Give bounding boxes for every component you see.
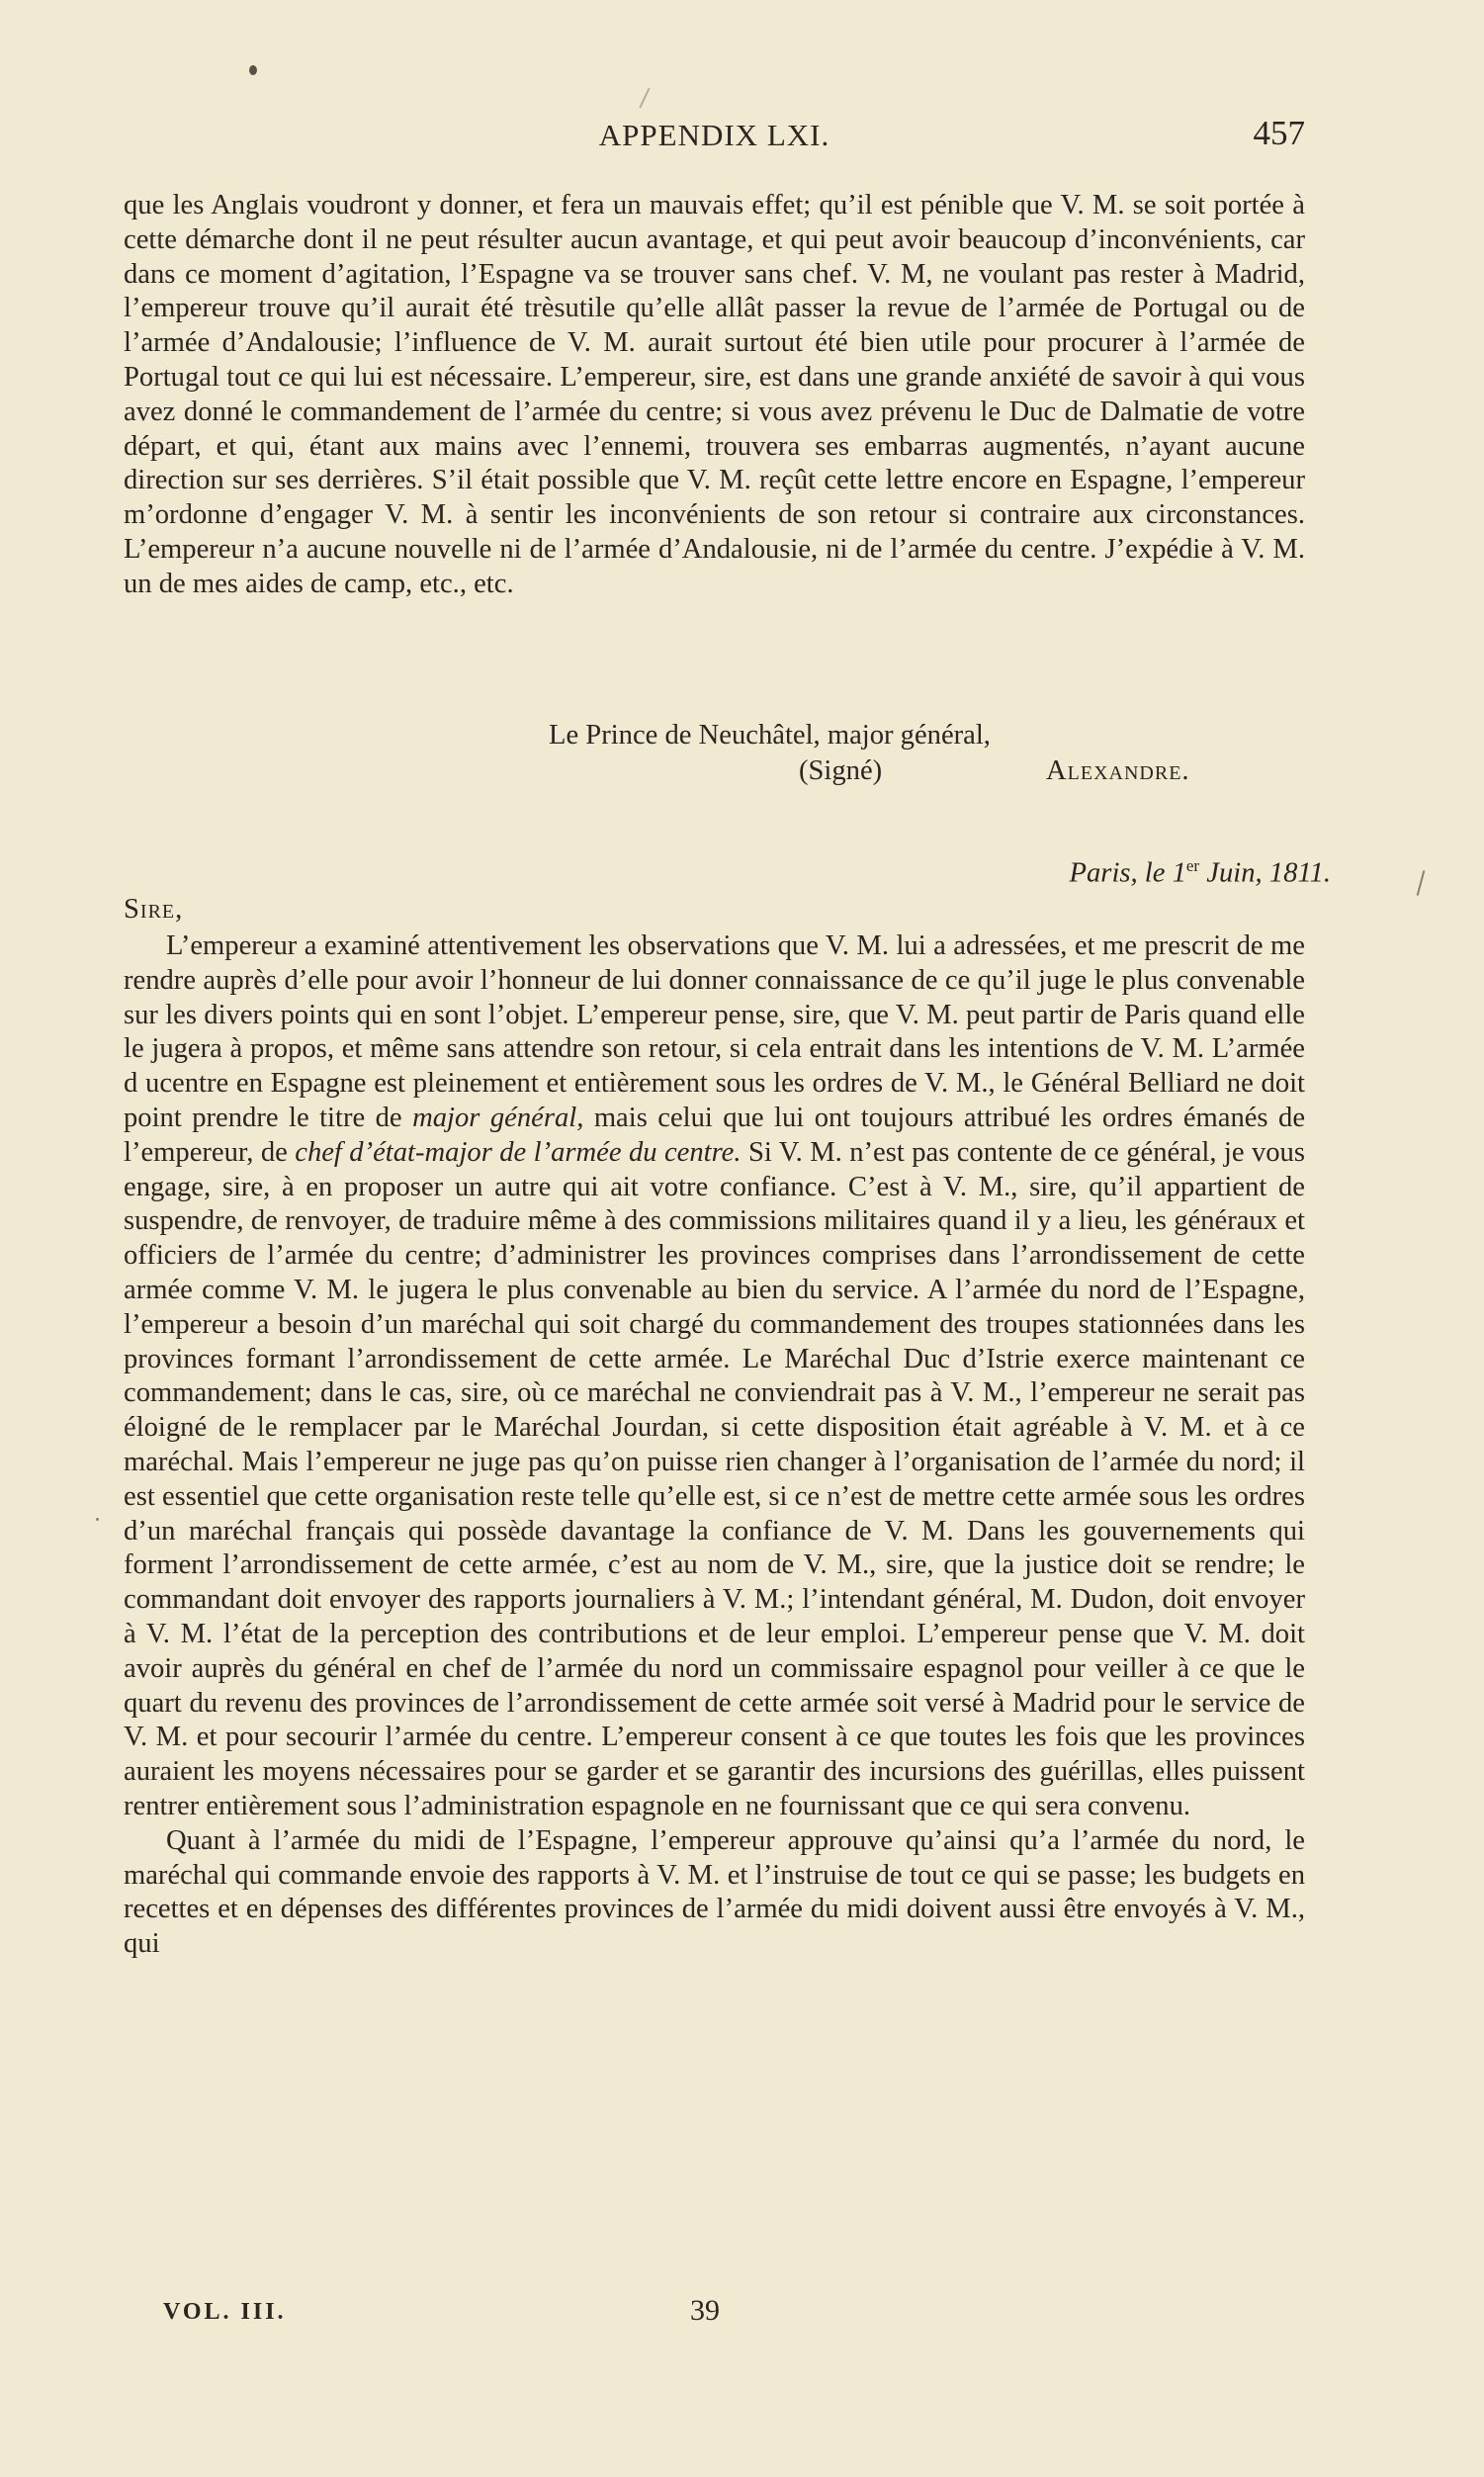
signature-mark: 39 xyxy=(690,2294,720,2327)
pencil-tick-margin xyxy=(1417,870,1426,896)
margin-dot xyxy=(96,1518,99,1521)
dateline-place: Paris, le 1 xyxy=(1069,857,1186,889)
paragraph-2-emphasis-1: major général, xyxy=(412,1102,584,1133)
dateline-sup: er xyxy=(1185,856,1200,875)
paragraph-2-part-2: mais celui que lui ont toujours attribué les ordres émanés de l’empereur, de xyxy=(124,1102,1306,1168)
running-title: APPENDIX LXI. xyxy=(598,118,830,152)
letter-continuation xyxy=(124,189,1305,602)
ink-dot xyxy=(249,65,257,75)
paragraph-2-part-1: L’empereur a examiné attentivement les observations que V. M. lui a adressées, et me prescrit de me rendre auprès d’elle pour avoir l’honneur de lui donner connaissance de ce qu’il juge le plus convenable sur les divers points qui en sont l’objet. L’empereur pense, sire, que V. M. peut partir de Paris quand elle le jugera à propos, et même sans attendre son retour, si cela entrait dans les intentions de V. M. L’armée d ucentre en Espagne est pleinement et entièrement sous les ordres de V. M., le Général Belliard ne doit point prendre le titre de xyxy=(124,930,1305,1133)
salutation: Sire, xyxy=(124,894,184,925)
signatory-name: Alexandre. xyxy=(1046,755,1190,786)
letter-body xyxy=(124,929,1305,1962)
signed-label: (Signé) xyxy=(799,755,883,786)
paragraph-2-part-3: Si V. M. n’est pas contente de ce général, je vous engage, sire, à en proposer un autre qui ait votre confiance. C’est à V. M., sire, qu’il appartient de suspendre, de renvoyer, de traduire même à des commissions militaires quand il y a lieu, les généraux et officiers de l’armée du centre; d’administrer les provinces comprises dans l’arrondissement de cette armée comme V. M. le jugera le plus convenable au bien du service. A l’armée du nord de l’Espagne, l’empereur a besoin d’un maréchal qui soit chargé du commandement des troupes stationnées dans les provinces formant l’arrondissement de cette armée. Le Maréchal Duc d’Istrie exerce maintenant ce commandement; dans le cas, sire, où ce maréchal ne conviendrait pas à V. M., l’empereur ne serait pas éloigné de le remplacer par le Maréchal Jourdan, si cette disposition était agréable à V. M. et à ce maréchal. Mais l’empereur ne juge pas qu’on puisse rien changer à l’organisation de l’armée du nord; il est essentiel que cette organisation reste telle qu’elle est, si ce n’est de mettre cette armée sous les ordres d’un maréchal français qui possède davantage la confiance de V. M. Dans les gouvernements qui forment l’arrondissement de cette armée, c’est au nom de V. M., sire, que la justice doit se rendre; le commandant doit envoyer des rapports journaliers à V. M.; l’intendant général, M. Dudon, doit envoyer à V. M. l’état de la perception des contributions et de leur emploi. L’empereur pense que V. M. doit avoir auprès du général en chef de l’armée du nord un commissaire espagnol pour veiller à ce que le quart du revenu des provinces de l’arrondissement de cette armée soit versé à Madrid pour le service de V. M. et pour secourir l’armée du centre. L’empereur consent à ce que toutes les fois que les provinces auraient les moyens nécessaires pour se garder et se garantir des incursions des guérillas, elles puissent rentrer entièrement sous l’administration espagnole en ne fournissant que ce qui sera convenu. xyxy=(124,1136,1305,1821)
pencil-tick-top xyxy=(639,88,650,109)
signature-line: Le Prince de Neuchâtel, major général, xyxy=(549,720,991,751)
paragraph-2-emphasis-2: chef d’état-major de l’armée du centre. xyxy=(295,1136,742,1168)
volume-label: VOL. III. xyxy=(163,2299,287,2325)
running-header xyxy=(124,114,1305,158)
paragraph-3: Quant à l’armée du midi de l’Espagne, l’empereur approuve qu’ainsi qu’a l’armée du nord, le maréchal qui commande envoie des rapports à V. M. et l’instruise de tout ce qui se passe; les budgets en recettes et en dépenses des différentes provinces de l’armée du midi doivent aussi être envoyés à V. M., qui xyxy=(124,1824,1305,1960)
paragraph-1: que les Anglais voudront y donner, et fera un mauvais effet; qu’il est pénible que V. M. se soit portée à cette démarche dont il ne peut résulter aucun avantage, et qui peut avoir beaucoup d’inconvénients, car dans ce moment d’agitation, l’Espagne va se trouver sans chef. V. M, ne voulant pas rester à Madrid, l’empereur trouve qu’il aurait été trèsutile qu’elle allât passer la revue de l’armée de Portugal ou de l’armée d’Andalousie; l’influence de V. M. aurait surtout été bien utile pour procurer à l’armée de Portugal tout ce qui lui est nécessaire. L’empereur, sire, est dans une grande anxiété de savoir à qui vous avez donné le commandement de l’armée du centre; si vous avez prévenu le Duc de Dalmatie de votre départ, et qui, étant aux mains avec l’ennemi, trouvera ses embarras augmentés, n’ayant aucune direction sur ses derrières. S’il était possible que V. M. reçût cette lettre encore en Espagne, l’empereur m’ordonne d’engager V. M. à sentir les inconvénients de son retour si contraire aux circonstances. L’empereur n’a aucune nouvelle ni de l’armée d’Andalousie, ni de l’armée du centre. J’expédie à V. M. un de mes aides de camp, etc., etc. xyxy=(124,190,1305,599)
dateline-date: Juin, 1811. xyxy=(1199,857,1331,889)
page-number: 457 xyxy=(1253,114,1305,152)
paragraph-2 xyxy=(124,929,1305,1824)
dateline xyxy=(1070,856,1331,890)
